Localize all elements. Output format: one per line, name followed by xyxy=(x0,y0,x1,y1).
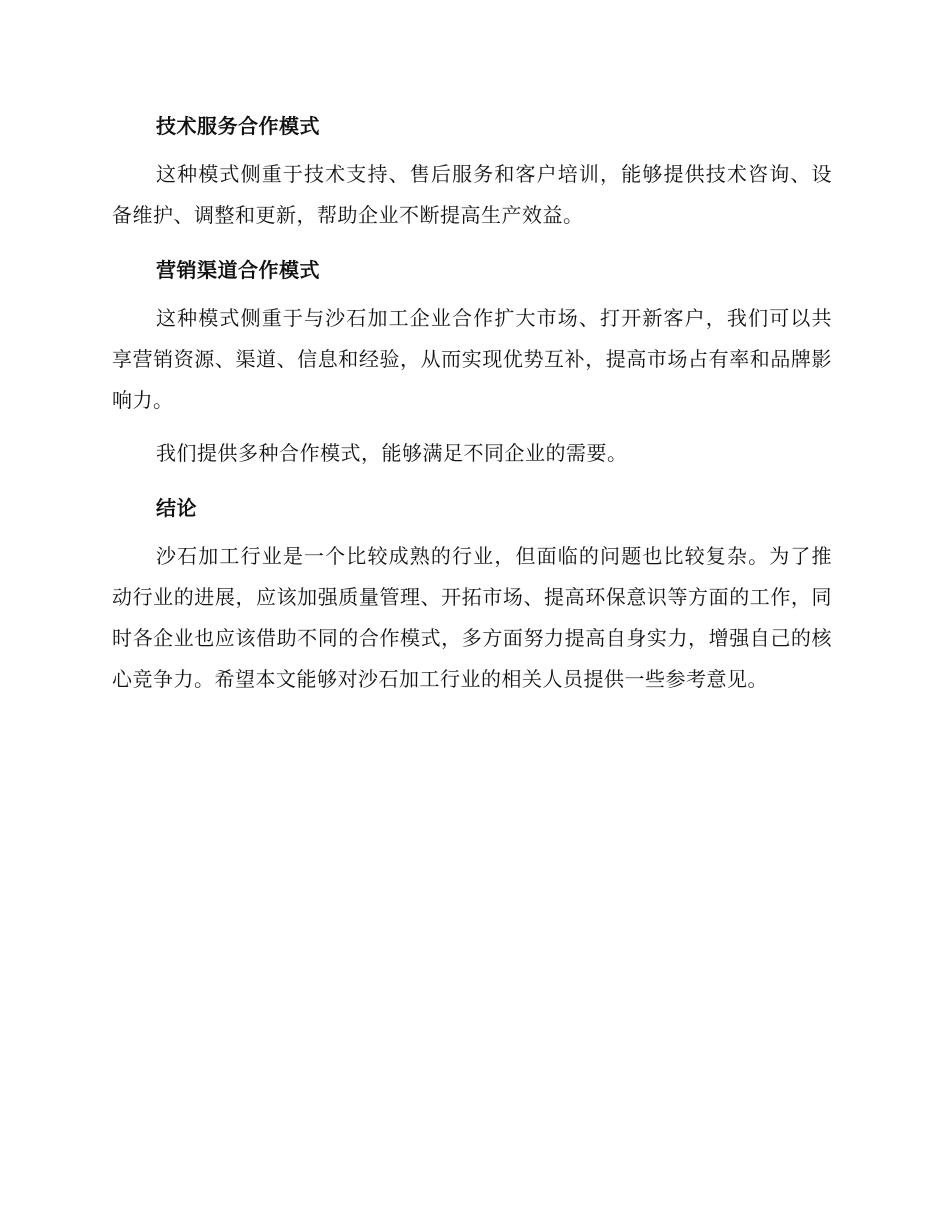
paragraph-conclusion: 沙石加工行业是一个比较成熟的行业，但面临的问题也比较复杂。为了推动行业的进展，应该加强质量管理、开拓市场、提高环保意识等方面的工作，同时各企业也应该借助不同的合作模式，多方面努力提高自身实力，增强自己的核心竞争力。希望本文能够对沙石加工行业的相关人员提供一些参考意见。 xyxy=(112,544,832,691)
document-body xyxy=(112,104,832,712)
section-heading-conclusion: 结论 xyxy=(156,496,197,520)
paragraph-tech-service: 这种模式侧重于技术支持、售后服务和客户培训，能够提供技术咨询、设备维护、调整和更新，帮助企业不断提高生产效益。 xyxy=(112,162,832,227)
paragraph-multiple-modes: 我们提供多种合作模式，能够满足不同企业的需要。 xyxy=(156,441,628,465)
section-heading-tech-service: 技术服务合作模式 xyxy=(156,114,320,138)
paragraph-marketing-channel: 这种模式侧重于与沙石加工企业合作扩大市场、打开新客户，我们可以共享营销资源、渠道、信息和经验，从而实现优势互补，提高市场占有率和品牌影响力。 xyxy=(112,306,832,412)
section-heading-marketing-channel: 营销渠道合作模式 xyxy=(156,258,320,282)
